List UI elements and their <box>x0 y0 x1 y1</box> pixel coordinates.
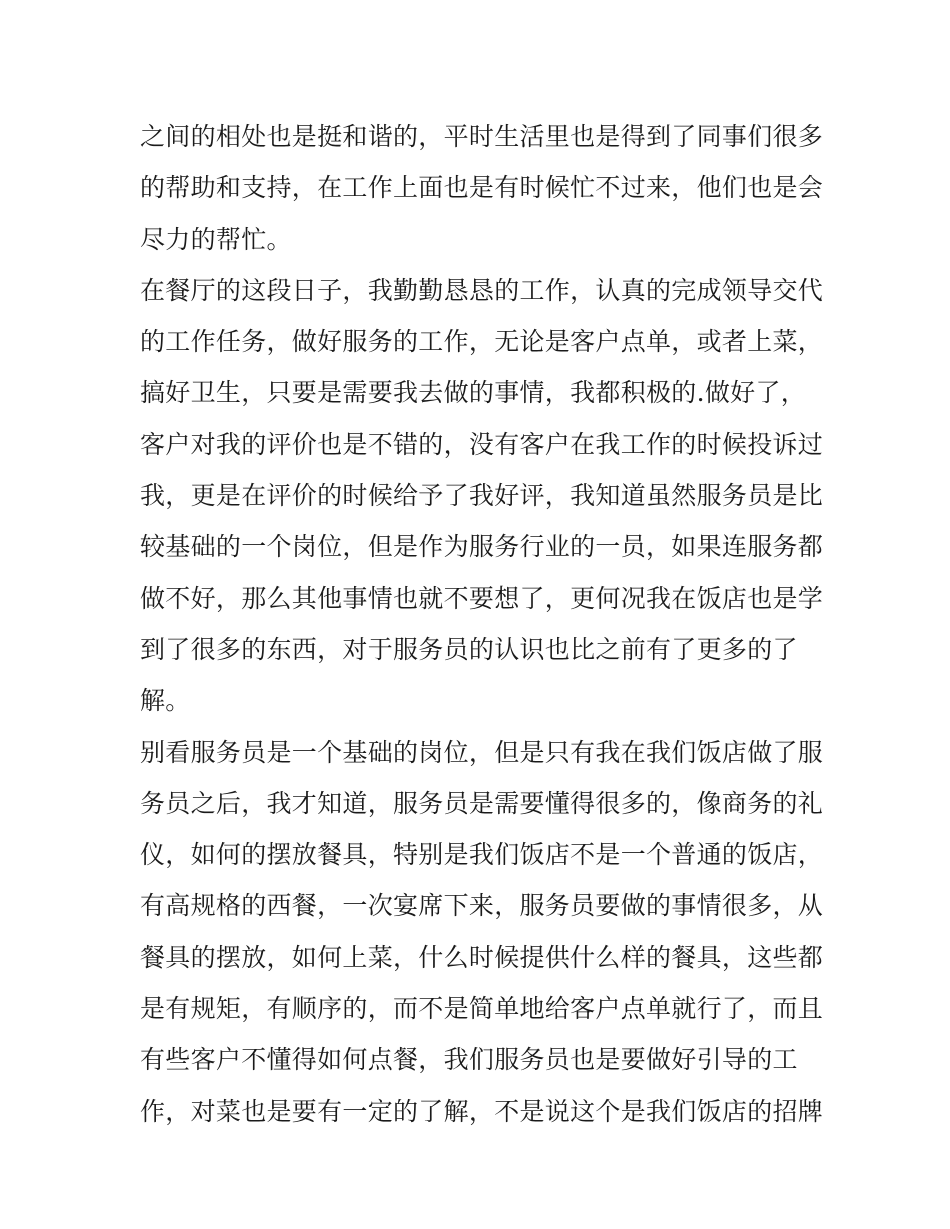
text-line: 别看服务员是一个基础的岗位，但是只有我在我们饭店做了服 <box>140 737 824 767</box>
text-line: 是有规矩，有顺序的，而不是简单地给客户点单就行了，而且 <box>140 994 824 1024</box>
text-line: 作，对菜也是要有一定的了解，不是说这个是我们饭店的招牌 <box>140 1096 824 1126</box>
text-line: 的工作任务，做好服务的工作，无论是客户点单，或者上菜， <box>140 327 824 357</box>
text-line: 解。 <box>140 686 191 716</box>
text-line: 在餐厅的这段日子，我勤勤恳恳的工作，认真的完成领导交代 <box>140 275 824 305</box>
text-line: 的帮助和支持，在工作上面也是有时候忙不过来，他们也是会 <box>140 173 824 203</box>
text-line: 到了很多的东西，对于服务员的认识也比之前有了更多的了 <box>140 634 798 664</box>
text-line: 我，更是在评价的时候给予了我好评，我知道虽然服务员是比 <box>140 481 824 511</box>
text-line: 仪，如何的摆放餐具，特别是我们饭店不是一个普通的饭店， <box>140 840 824 870</box>
text-line: 搞好卫生，只要是需要我去做的事情，我都积极的.做好了， <box>140 378 807 408</box>
text-line: 做不好，那么其他事情也就不要想了，更何况我在饭店也是学 <box>140 583 824 613</box>
text-line: 务员之后，我才知道，服务员是需要懂得很多的，像商务的礼 <box>140 788 824 818</box>
text-line: 有高规格的西餐，一次宴席下来，服务员要做的事情很多，从 <box>140 891 824 921</box>
text-line: 餐具的摆放，如何上菜，什么时候提供什么样的餐具，这些都 <box>140 942 824 972</box>
text-line: 较基础的一个岗位，但是作为服务行业的一员，如果连服务都 <box>140 532 824 562</box>
text-line: 尽力的帮忙。 <box>140 224 292 254</box>
text-line: 客户对我的评价也是不错的，没有客户在我工作的时候投诉过 <box>140 429 824 459</box>
text-line: 有些客户不懂得如何点餐，我们服务员也是要做好引导的工 <box>140 1045 798 1075</box>
text-line: 之间的相处也是挺和谐的，平时生活里也是得到了同事们很多 <box>140 122 824 151</box>
document-body <box>140 111 824 1137</box>
